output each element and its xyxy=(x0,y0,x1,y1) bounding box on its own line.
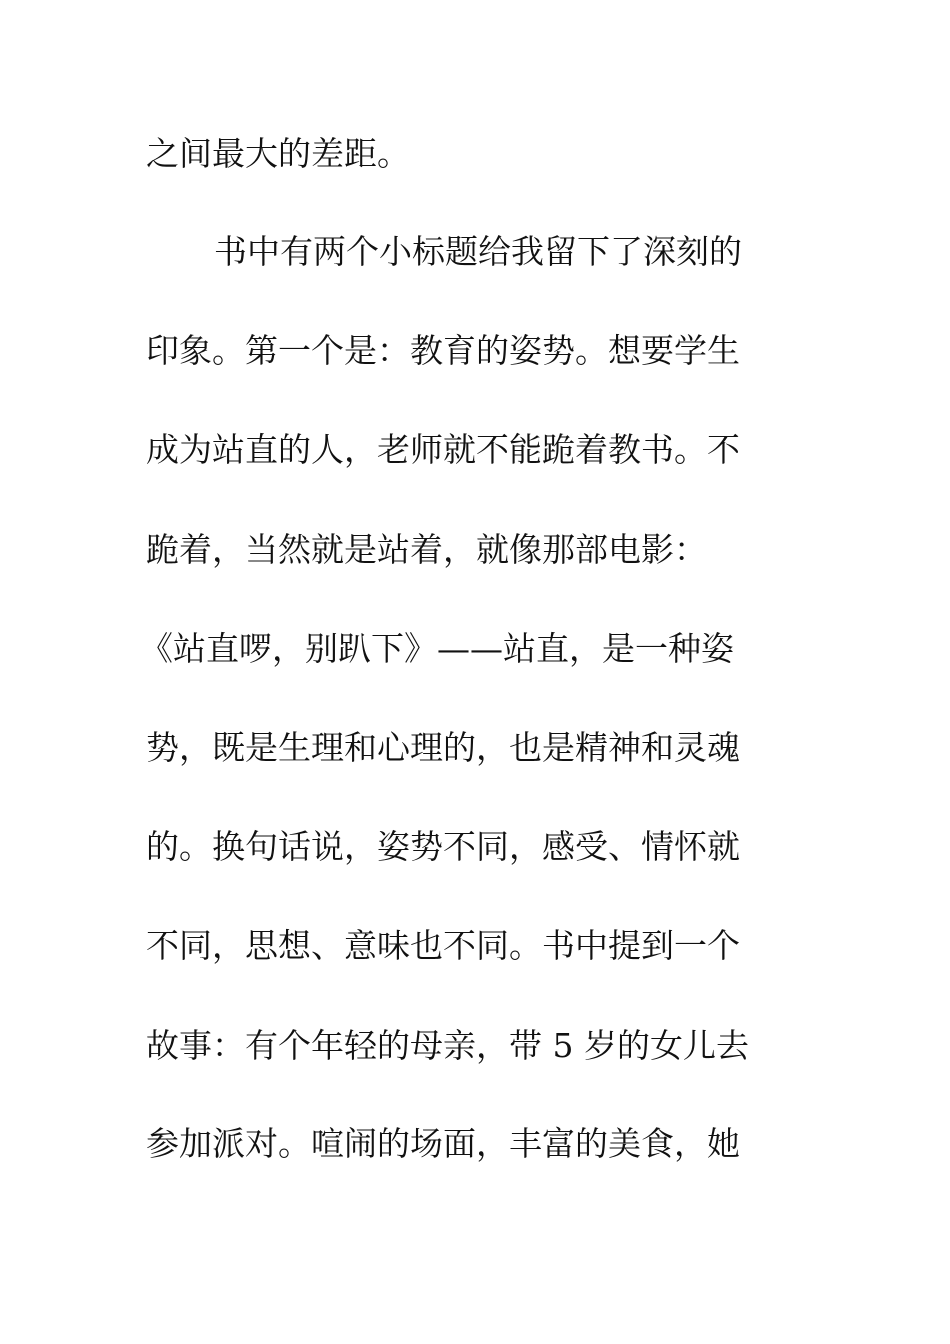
text-line-6: 《站直啰，别趴下》——站直，是一种姿 xyxy=(140,629,734,668)
text-line-9: 不同，思想、意味也不同。书中提到一个 xyxy=(146,926,740,965)
text-line-8: 的。换句话说，姿势不同，感受、情怀就 xyxy=(146,827,740,866)
text-line-10: 故事：有个年轻的母亲，带 5 岁的女儿去 xyxy=(146,1026,749,1065)
text-line-11: 参加派对。喧闹的场面，丰富的美食，她 xyxy=(146,1124,740,1163)
text-line-3: 印象。第一个是：教育的姿势。想要学生 xyxy=(146,331,740,370)
text-line-5: 跪着，当然就是站着，就像那部电影： xyxy=(146,530,707,569)
text-line-2: 书中有两个小标题给我留下了深刻的 xyxy=(214,232,742,271)
text-line-7: 势，既是生理和心理的，也是精神和灵魂 xyxy=(146,728,740,767)
text-line-1: 之间最大的差距。 xyxy=(146,134,410,173)
text-line-4: 成为站直的人，老师就不能跪着教书。不 xyxy=(146,430,740,469)
